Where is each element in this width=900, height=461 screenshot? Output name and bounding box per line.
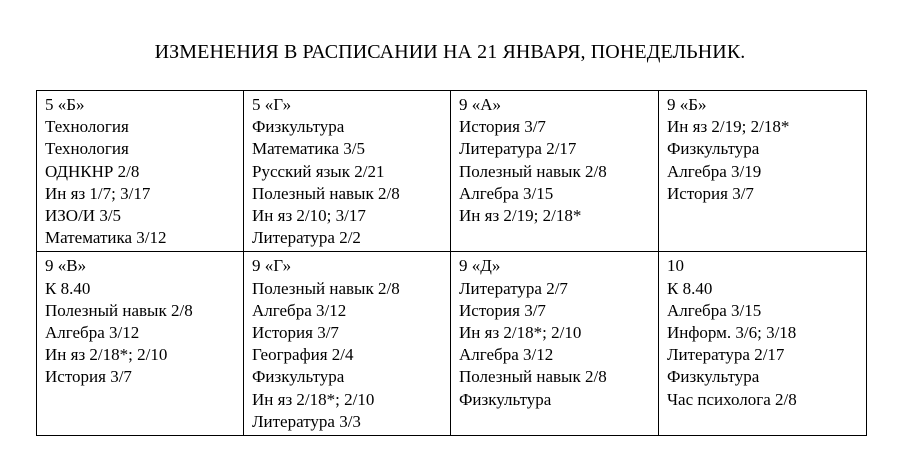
lesson-entry: Технология [45,117,129,137]
lesson-entry: Литература 3/3 [252,411,361,431]
class-name: 9 «Д» [459,256,501,276]
schedule-table [36,90,867,436]
lesson-entry: Алгебра 3/19 [667,161,762,181]
lesson-entry: Ин яз 2/10; 3/17 [252,206,366,226]
lesson-entry: Русский язык 2/21 [252,161,385,181]
lesson-entry: Алгебра 3/12 [252,300,347,320]
lesson-entry: Алгебра 3/12 [459,345,554,365]
lesson-entry: Полезный навык 2/8 [459,161,607,181]
lesson-entry: История 3/7 [667,183,754,203]
class-name: 9 «В» [45,256,87,276]
page-title: ИЗМЕНЕНИЯ В РАСПИСАНИИ НА 21 ЯНВАРЯ, ПОНЕДЕЛЬНИК. [154,41,746,63]
lesson-entry: ОДНКНР 2/8 [45,161,140,181]
class-name: 10 [667,256,684,276]
lesson-entry: История 3/7 [252,323,339,343]
class-name: 9 «Г» [252,256,292,276]
lesson-entry: Ин яз 2/18*; 2/10 [45,345,168,365]
schedule-row [37,252,867,436]
lesson-entry: К 8.40 [667,278,713,298]
lesson-entry: Литература 2/2 [252,228,361,248]
lesson-entry: Информ. 3/6; 3/18 [667,323,797,343]
lesson-entry: История 3/7 [459,300,546,320]
lesson-entry: Физкультура [459,389,552,409]
class-cell [659,91,867,252]
lesson-entry: География 2/4 [252,345,354,365]
class-cell [244,91,451,252]
lesson-entry: Алгебра 3/15 [667,300,762,320]
class-cell [659,252,867,436]
lesson-entry: Математика 3/5 [252,139,365,159]
class-name: 5 «Г» [252,95,292,114]
lesson-entry: Литература 2/7 [459,278,568,298]
lesson-entry: Ин яз 2/19; 2/18* [667,117,790,137]
lesson-entry: Полезный навык 2/8 [459,367,607,387]
class-cell [451,91,659,252]
lesson-entry: Полезный навык 2/8 [252,278,400,298]
class-cell [37,252,244,436]
class-name: 9 «А» [459,95,502,114]
class-name: 5 «Б» [45,95,85,114]
schedule-body [37,91,867,436]
lesson-entry: Физкультура [667,367,760,387]
lesson-entry: Технология [45,139,129,159]
lesson-entry: Алгебра 3/12 [45,323,140,343]
lesson-entry: Ин яз 1/7; 3/17 [45,183,151,203]
class-cell [37,91,244,252]
class-cell [451,252,659,436]
lesson-entry: Литература 2/17 [667,345,785,365]
class-cell [244,252,451,436]
lesson-entry: Полезный навык 2/8 [45,300,193,320]
lesson-entry: Физкультура [252,367,345,387]
lesson-entry: К 8.40 [45,278,91,298]
lesson-entry: ИЗО/И 3/5 [45,206,122,226]
lesson-entry: Ин яз 2/18*; 2/10 [459,323,582,343]
lesson-entry: Физкультура [252,117,345,137]
lesson-entry: Полезный навык 2/8 [252,183,400,203]
lesson-entry: Физкультура [667,139,760,159]
lesson-entry: Литература 2/17 [459,139,577,159]
lesson-entry: Алгебра 3/15 [459,183,554,203]
lesson-entry: Математика 3/12 [45,228,167,248]
lesson-entry: Ин яз 2/19; 2/18* [459,206,582,226]
class-name: 9 «Б» [667,95,707,114]
lesson-entry: История 3/7 [45,367,132,387]
schedule-row [37,91,867,252]
lesson-entry: Ин яз 2/18*; 2/10 [252,389,375,409]
lesson-entry: Час психолога 2/8 [667,389,797,409]
lesson-entry: История 3/7 [459,117,546,137]
